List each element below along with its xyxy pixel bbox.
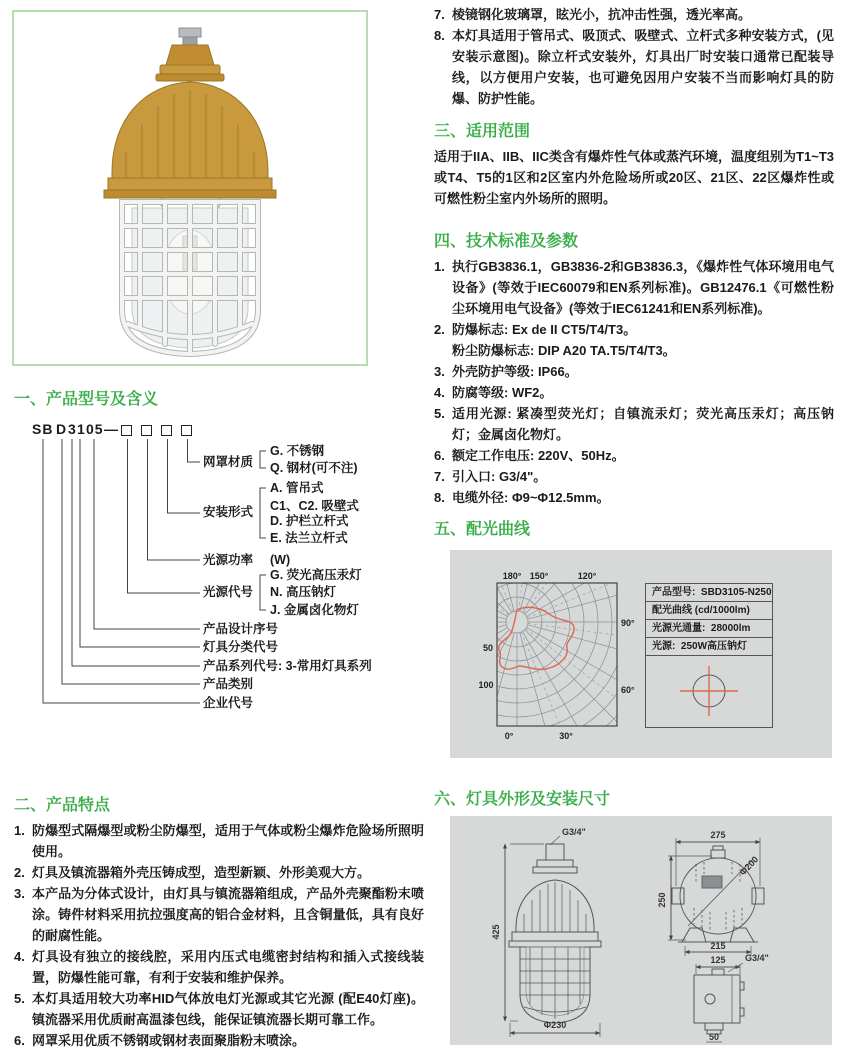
branch-option: (W) xyxy=(270,553,291,567)
item-number: 8. xyxy=(434,490,445,505)
section1-title: 一、产品型号及含义 xyxy=(14,391,159,408)
dim-height-ballast: 250 xyxy=(657,892,667,908)
section6-title: 六、灯具外形及安装尺寸 xyxy=(434,791,611,808)
angle-label: 30° xyxy=(559,731,573,741)
radial-label: 100 xyxy=(478,680,494,690)
legend-label: 产品型号: xyxy=(652,587,696,598)
model-code-part: D xyxy=(56,421,68,437)
section4-title: 四、技术标准及参数 xyxy=(434,233,579,250)
item-text: 本灯具适用于管吊式、吸顶式、吸壁式、立杆式多种安装方式，(见安装示意图)。除立杆式安装外，灯具出厂时安装口通常已配装导线，以方便用户安装，也可避免因用户安装不当而影响灯具的防爆、防护性能。 xyxy=(452,28,834,106)
section3-title: 三、适用范围 xyxy=(434,123,531,140)
branch-option: J. 金属卤化物灯 xyxy=(270,603,359,617)
branch-option: G. 不锈钢 xyxy=(270,444,325,458)
dim-base-ballast: 215 xyxy=(710,941,726,951)
angle-label: 120° xyxy=(577,571,597,581)
item-number: 1. xyxy=(434,259,445,274)
branch-label: 产品系列代号: 3-常用灯具系列 xyxy=(203,659,372,673)
list-item xyxy=(434,382,834,403)
list-item xyxy=(434,4,834,25)
item-text: 引入口: G3/4"。 xyxy=(452,469,547,484)
list-item xyxy=(434,319,834,361)
model-diagram xyxy=(24,418,424,730)
item-text: 执行GB3836.1，GB3836-2和GB3836.3，《爆炸性气体环境用电气设备》(等效于IEC60079和EN系列标准)。GB12476.1《可燃性粉尘环境用电气设备》(等效于IEC61241和EN系列标准)。 xyxy=(452,259,834,316)
item-number: 3. xyxy=(434,364,445,379)
list-item xyxy=(14,820,424,862)
legend-row xyxy=(646,602,772,620)
lamp-symbol-icon xyxy=(646,656,772,726)
item-text: 外壳防护等级: IP66。 xyxy=(452,364,578,379)
model-code-box xyxy=(121,425,132,436)
item-text: 灯具及镇流器箱外壳压铸成型，造型新颖、外形美观大方。 xyxy=(32,865,371,880)
branch-label: 安装形式 xyxy=(203,505,254,519)
item-number: 5. xyxy=(14,991,25,1006)
legend-row xyxy=(646,584,772,602)
dim-circle-ballast: Φ200 xyxy=(737,854,761,878)
model-code-box xyxy=(161,425,172,436)
section5-title: 五、配光曲线 xyxy=(434,521,531,538)
model-code-part: 1 xyxy=(77,421,86,437)
standards-list xyxy=(434,256,834,508)
list-item xyxy=(14,1030,424,1051)
angle-label: 0° xyxy=(504,731,514,741)
item-number: 1. xyxy=(14,823,25,838)
item-number: 6. xyxy=(14,1033,25,1048)
list-item xyxy=(14,946,424,988)
item-number: 7. xyxy=(434,469,445,484)
angle-label: 90° xyxy=(621,618,635,628)
model-code-part: SB xyxy=(32,421,54,437)
branch-label: 光源代号 xyxy=(203,585,254,599)
item-text: 本产品为分体式设计，由灯具与镇流器箱组成，产品外壳聚酯粉末喷涂。铸件材料采用抗拉强度高的铝合金材料，且含铜量低，具有良好的耐腐性能。 xyxy=(32,886,424,943)
branch-option: E. 法兰立杆式 xyxy=(270,531,348,545)
model-code-part: 3 xyxy=(68,421,77,437)
model-code-part: — xyxy=(104,421,119,437)
item-text: 网罩采用优质不锈钢或钢材表面聚脂粉末喷涂。 xyxy=(32,1033,306,1048)
item-text: 灯具设有独立的接线腔，采用内压式电缆密封结构和插入式接线装置，防爆性能可靠，有利于安装和维护保养。 xyxy=(32,949,424,985)
branch-option: N. 高压钠灯 xyxy=(270,585,336,599)
list-item xyxy=(434,466,834,487)
item-line: 防爆标志: Ex de II CT5/T4/T3。 xyxy=(452,322,637,337)
branch-option: C1、C2. 吸壁式 xyxy=(270,499,359,513)
item-text: 棱镜钢化玻璃罩，眩光小，抗冲击性强，透光率高。 xyxy=(452,7,752,22)
features-list xyxy=(14,820,424,1051)
item-line: 粉尘防爆标志: DIP A20 TA.T5/T4/T3。 xyxy=(452,343,676,358)
dimensions-panel xyxy=(450,816,832,1045)
branch-label: 网罩材质 xyxy=(203,455,254,469)
legend-symbol xyxy=(646,656,772,727)
item-text: 电缆外径: Φ9~Φ12.5mm。 xyxy=(452,490,610,505)
item-number: 8. xyxy=(434,28,445,43)
branch-label: 光源功率 xyxy=(203,553,254,567)
branch-label: 灯具分类代号 xyxy=(203,640,279,654)
dim-bottom-side: 50 xyxy=(708,1032,720,1042)
item-number: 5. xyxy=(434,406,445,421)
item-text: 防爆型式隔爆型或粉尘防爆型，适用于气体或粉尘爆炸危险场所照明使用。 xyxy=(32,823,424,859)
list-item xyxy=(434,25,834,109)
list-item xyxy=(14,883,424,946)
legend-label: 光源光通量: xyxy=(652,623,706,634)
branch-label: 企业代号 xyxy=(203,696,254,710)
item-number: 3. xyxy=(14,886,25,901)
legend-value: SBD3105-N250 xyxy=(700,587,772,598)
photometric-panel xyxy=(450,550,832,758)
angle-label: 150° xyxy=(529,571,549,581)
item-number: 7. xyxy=(434,7,445,22)
branch-option: A. 管吊式 xyxy=(270,481,324,495)
dim-height-front: 425 xyxy=(491,924,501,940)
item-text: 适用光源: 紧凑型荧光灯；自镇流汞灯；荧光高压汞灯；高压钠灯；金属卤化物灯。 xyxy=(452,406,834,442)
item-text: 本灯具适用较大功率HID气体放电灯光源或其它光源 (配E40灯座)。镇流器采用优质耐高温漆包线，能保证镇流器长期可靠工作。 xyxy=(32,991,424,1027)
item-number: 2. xyxy=(14,865,25,880)
photometric-legend xyxy=(645,583,773,728)
dim-width-side: 125 xyxy=(710,955,726,965)
model-code-part: 05 xyxy=(86,421,104,437)
legend-label: 光源: xyxy=(652,641,676,652)
item-number: 2. xyxy=(434,322,445,337)
lamp-photo-illustration xyxy=(14,12,366,364)
photometric-chart xyxy=(450,550,832,758)
item-number: 6. xyxy=(434,448,445,463)
legend-row xyxy=(646,620,772,638)
radial-label: 50 xyxy=(482,643,494,653)
item-text: 防腐等级: WF2。 xyxy=(452,385,553,400)
branch-label: 产品类别 xyxy=(203,677,254,691)
branch-option: D. 护栏立杆式 xyxy=(270,514,349,528)
legend-row xyxy=(646,638,772,656)
dim-diameter-front: Φ230 xyxy=(543,1020,567,1030)
list-item xyxy=(434,487,834,508)
list-item xyxy=(434,403,834,445)
list-item xyxy=(434,445,834,466)
dim-thread-side: G3/4" xyxy=(745,953,769,963)
item-text xyxy=(452,319,834,361)
branch-label: 产品设计序号 xyxy=(203,622,279,636)
list-item xyxy=(434,361,834,382)
legend-label: 配光曲线 (cd/1000lm) xyxy=(652,605,750,616)
dim-width-ballast: 275 xyxy=(710,830,726,840)
features-continued-list xyxy=(434,4,834,109)
branch-option: Q. 钢材(可不注) xyxy=(270,461,358,475)
scope-text: 适用于IIA、IIB、IIC类含有爆炸性气体或蒸汽环境，温度组别为T1~T3或T4、T5的1区和2区室内外危险场所或20区、21区、22区爆炸性或可燃性粉尘室内外场所的照明。 xyxy=(434,149,834,206)
model-code-box xyxy=(141,425,152,436)
item-number: 4. xyxy=(14,949,25,964)
item-text: 额定工作电压: 220V、50Hz。 xyxy=(452,448,625,463)
branch-option: G. 荧光高压汞灯 xyxy=(270,568,362,582)
list-item xyxy=(14,988,424,1030)
dim-thread-front: G3/4" xyxy=(562,827,586,837)
item-number: 4. xyxy=(434,385,445,400)
list-item xyxy=(434,256,834,319)
angle-label: 180° xyxy=(502,571,522,581)
product-photo-box xyxy=(12,10,368,366)
model-code-box xyxy=(181,425,192,436)
dimension-drawings xyxy=(450,816,832,1045)
angle-label: 60° xyxy=(621,685,635,695)
legend-value: 250W高压钠灯 xyxy=(680,641,748,652)
legend-value: 28000lm xyxy=(710,623,751,634)
section2-title: 二、产品特点 xyxy=(14,797,111,814)
list-item xyxy=(14,862,424,883)
